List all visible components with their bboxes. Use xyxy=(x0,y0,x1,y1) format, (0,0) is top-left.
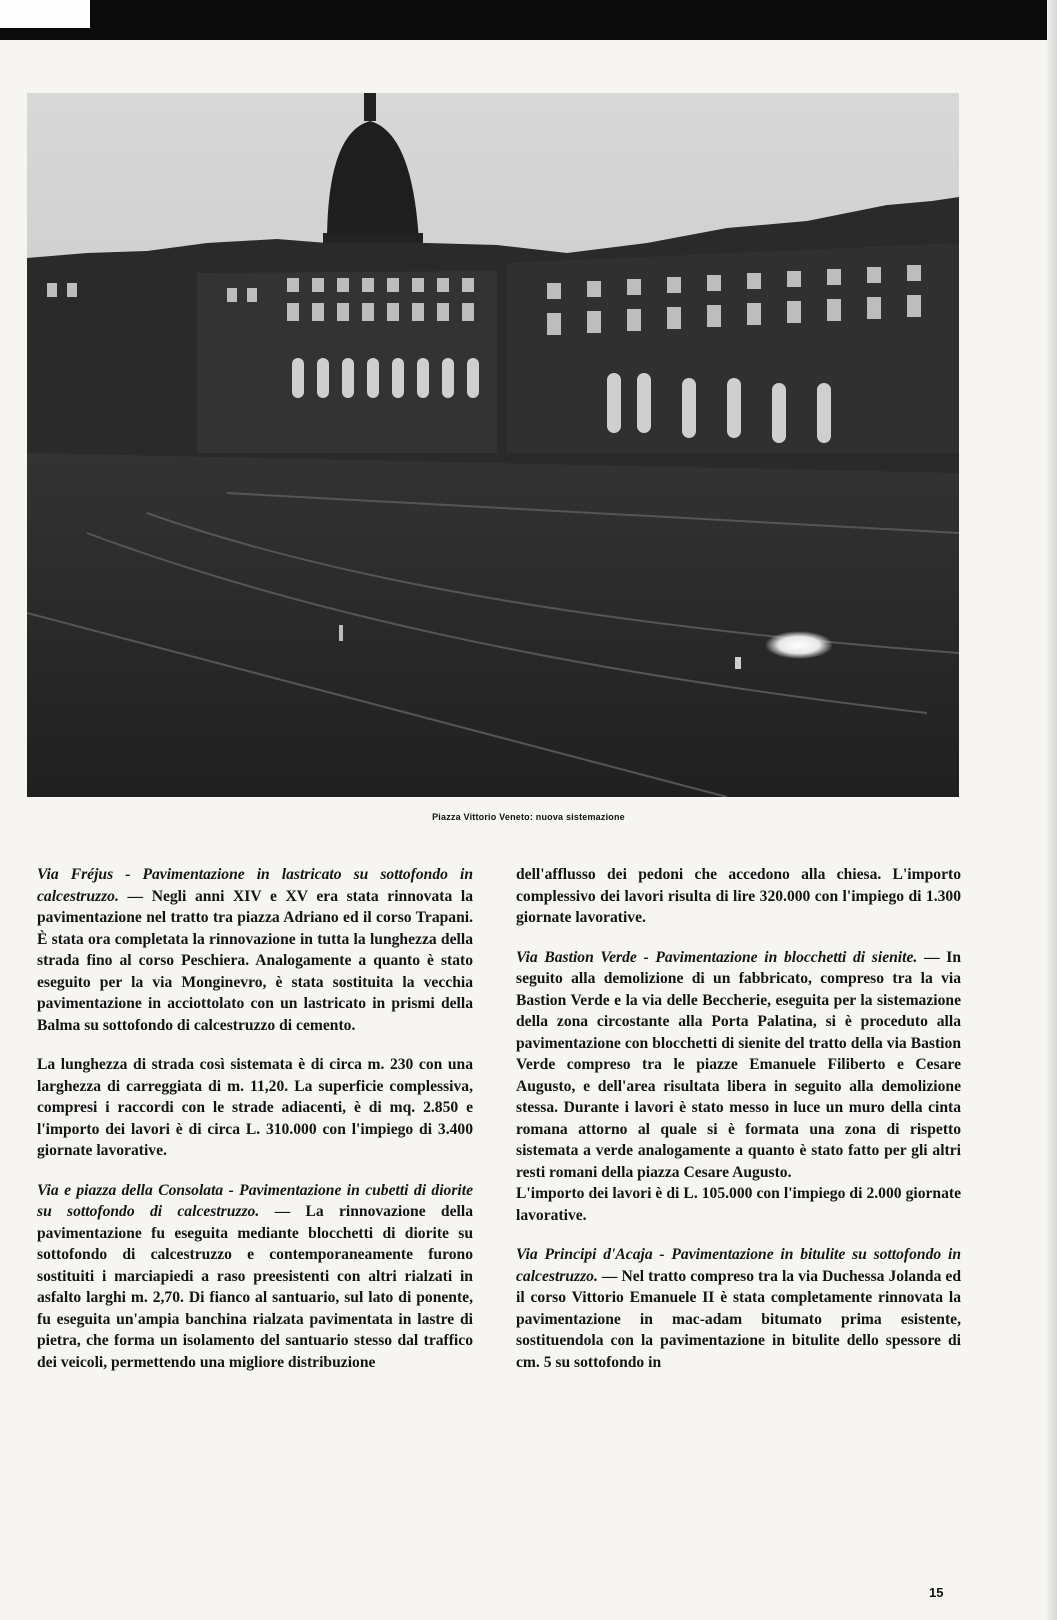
paragraph-consolata xyxy=(37,1180,473,1374)
piazza-photo xyxy=(27,93,959,797)
photo-caption: Piazza Vittorio Veneto: nuova sistemazione xyxy=(432,812,625,822)
paragraph-bastion-verde xyxy=(516,947,961,1184)
paragraph-principi-acaja xyxy=(516,1244,961,1373)
heading-via-frejus: Via Fréjus - Pavimentazione in lastricato su sottofondo in calcestruzzo. xyxy=(37,866,473,905)
scan-border-right xyxy=(1047,0,1057,1620)
body-bastion-verde: — In seguito alla demolizione di un fabbricato, compreso tra la via Bastion Verde e la via delle Beccherie, eseguita per la sistemazione della zona circostante alla Porta Palatina, si è proceduto alla pavimentazione con blocchetti di sienite del tratto della via Bastion Verde compreso tra le piazze Emanuele Filiberto e Cesare Augusto, e dell'area risultata libera in seguito alla demolizione stessa. Durante i lavori è stato messo in luce un muro della cinta romana attorno al quale si è formata una zona di rispetto sistemata a verde analogamente a quanto è stato fatto per gli altri resti romani della piazza Cesare Augusto. xyxy=(516,948,961,1181)
body-frejus-details: La lunghezza di strada così sistemata è di circa m. 230 con una larghezza di carreggiata di m. 11,20. La superficie complessiva, compresi i raccordi con le strade adiacenti, è di mq. 2.850 e l'importo dei lavori è di circa L. 310.000 con l'impiego di 3.400 giornate lavorative. xyxy=(37,1056,473,1159)
heading-bastion-verde: Via Bastion Verde - Pavimentazione in blocchetti di sienite. xyxy=(516,948,918,966)
paragraph-bastion-cost xyxy=(516,1183,961,1226)
body-principi-acaja: — Nel tratto compreso tra la via Duchessa Jolanda ed il corso Vittorio Emanuele II è stata completamente rinnovata la pavimentazione in mac-adam bitumato prima esistente, sostituendola con la pavimentazione in bitulite dello spessore di cm. 5 su sottofondo in xyxy=(516,1267,961,1371)
paragraph-frejus-details xyxy=(37,1054,473,1162)
heading-principi-acaja: Via Principi d'Acaja - Pavimentazione in bitulite su sottofondo in calcestruzzo. xyxy=(516,1246,961,1285)
page-number: 15 xyxy=(929,1585,944,1600)
paragraph-consolata-cont xyxy=(516,864,961,929)
body-consolata: — La rinnovazione della pavimentazione fu eseguita mediante blocchetti di diorite su sottofondo di calcestruzzo e contemporaneamente furono sostituiti i marciapiedi a raso preesistenti con altri rialzati in asfalto larghi m. 2,70. Di fianco al santuario, sul lato di ponente, fu eseguita un'ampia banchina rialzata pavimentata in lastre di pietra, che forma un isolamento del santuario stesso dal traffico dei veicoli, permettendo una migliore distribuzione xyxy=(37,1203,473,1371)
body-consolata-cont: dell'afflusso dei pedoni che accedono alla chiesa. L'importo complessivo dei lavori risulta di lire 320.000 con l'impiego di 1.300 giornate lavorative. xyxy=(516,866,961,926)
scan-border-top xyxy=(0,0,1057,40)
body-bastion-cost: L'importo dei lavori è di L. 105.000 con l'impiego di 2.000 giornate lavorative. xyxy=(516,1185,961,1224)
left-column xyxy=(37,864,473,1373)
scan-tab xyxy=(0,0,90,28)
right-column xyxy=(516,864,961,1373)
paragraph-via-frejus xyxy=(37,864,473,1036)
body-via-frejus: — Negli anni XIV e XV era stata rinnovata la pavimentazione nel tratto tra piazza Adriano ed il corso Trapani. È stata ora completata la rinnovazione in tutta la lunghezza della strada fino al corso Peschiera. Analogamente a quanto è stato eseguito per la via Monginevro, è stata sostituita la vecchia pavimentazione in acciottolato con un lastricato in prismi della Balma su sottofondo di calcestruzzo di cemento. xyxy=(37,887,473,1034)
piazza-photo-illustration xyxy=(27,93,959,797)
heading-consolata: Via e piazza della Consolata - Pavimentazione in cubetti di diorite su sottofondo di calcestruzzo. xyxy=(37,1181,473,1220)
